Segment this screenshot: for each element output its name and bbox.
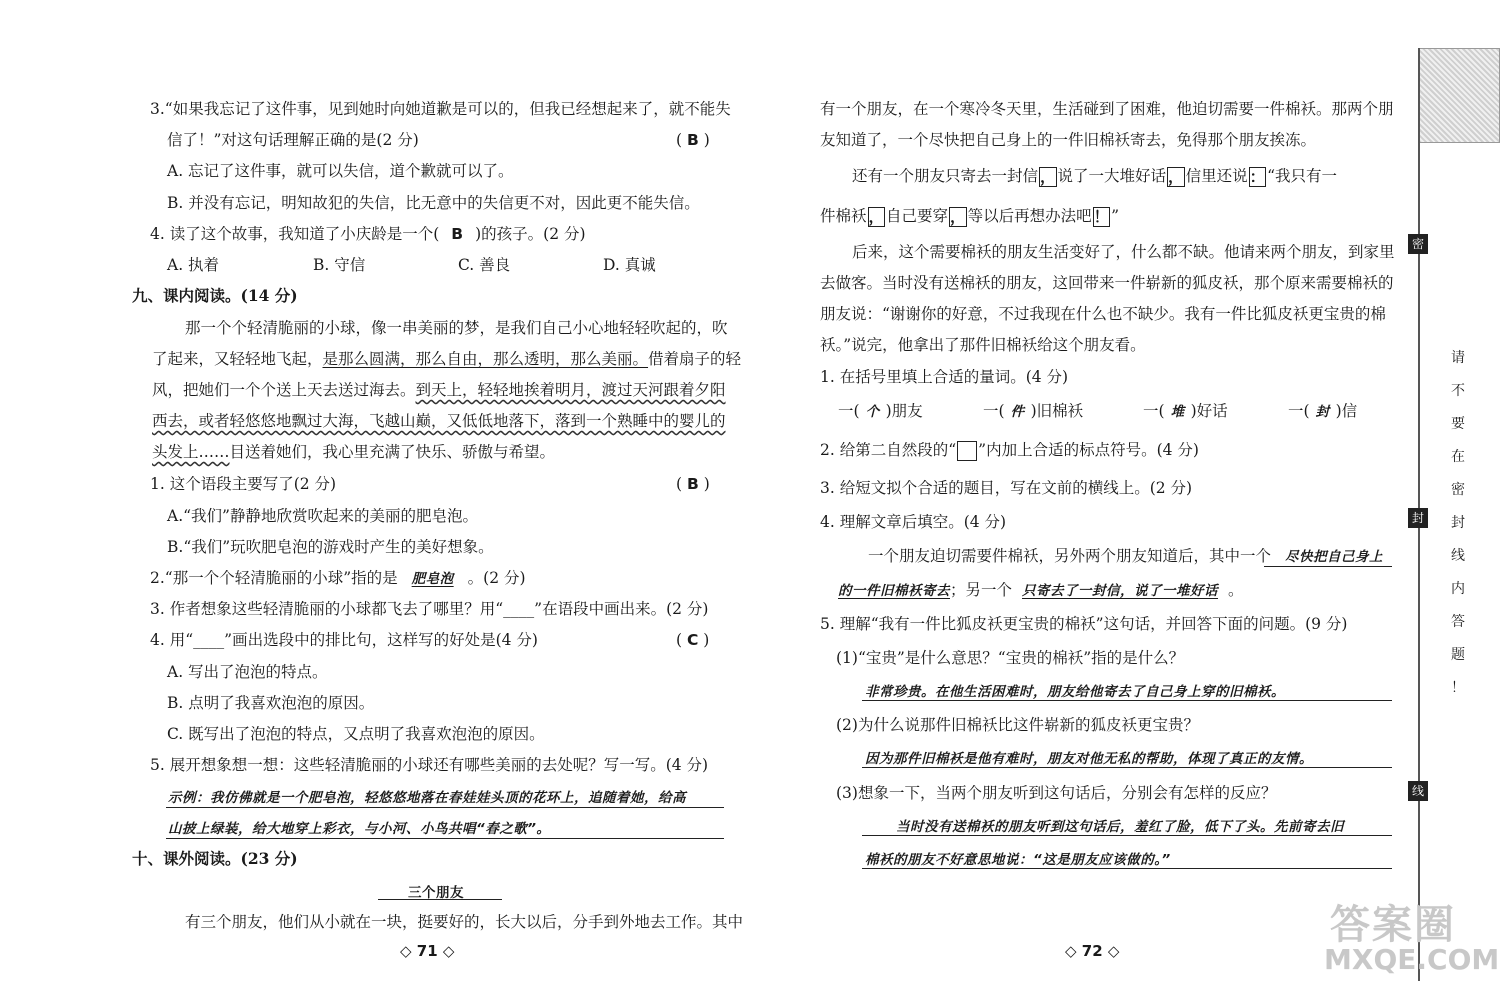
q5-sub3-answer2: 棉袄的朋友不好意思地说：“这是朋友应该做的。”	[865, 852, 1171, 868]
r4-answer: C	[686, 631, 699, 649]
story-title-rule	[378, 899, 502, 900]
q4-fill-line1: 一个朋友迫切需要件棉袄，另外两个朋友知道后，其中一个 尽快把自己身上	[868, 547, 1384, 565]
q1-question: 1. 在括号里填上合适的量词。(4 分)	[820, 368, 1069, 386]
q3-answer-paren: ( B )	[676, 131, 710, 149]
watermark-logo: 答案圈	[1330, 902, 1456, 948]
q5-sub2-rule	[862, 767, 1392, 768]
r4-answer-paren: ( C )	[676, 631, 710, 649]
story-line9: 袄。”说完，他拿出了那件旧棉袄给这个朋友看。	[820, 336, 1146, 354]
q4-option-a: A. 执着	[167, 256, 220, 274]
r5-question: 5. 展开想象想一想：这些轻清脆丽的小球还有哪些美丽的去处呢？写一写。(4 分)	[150, 756, 709, 774]
passage-line4: 西去，或者轻悠悠地飘过大海，飞越山巅，又低低地落下，落到一个熟睡中的婴儿的	[152, 412, 726, 430]
page-number-right: ◇ 72 ◇	[1065, 942, 1120, 960]
watermark	[1322, 893, 1500, 981]
q4-option-c: C. 善良	[458, 256, 511, 274]
q3-line1: 3.“如果我忘记了这件事，见到她时向她道歉是可以的，但我已经想起来了，就不能失	[150, 100, 731, 118]
q1-item-3: 一( 堆 )好话	[1143, 402, 1228, 420]
passage-line2: 了起来，又轻轻地飞起，是那么圆满，那么自由，那么透明，那么美丽。借着扇子的轻	[152, 350, 742, 368]
section-9-heading: 九、课内阅读。(14 分)	[132, 286, 298, 305]
q3-option-b: B. 并没有忘记，明知故犯的失信，比无意中的失信更不对，因此更不能失信。	[167, 194, 700, 212]
story-line8: 朋友说：“谢谢你的好意，不过我现在什么也不缺少。我有一件比狐皮袄更宝贵的棉	[820, 305, 1386, 323]
tag-xian: 线	[1408, 781, 1428, 801]
q4-option-d: D. 真诚	[603, 256, 656, 274]
r5-answer-line2: 山披上绿装，给大地穿上彩衣，与小河、小鸟共唱“春之歌”。	[168, 821, 551, 837]
q4-option-b: B. 守信	[313, 256, 366, 274]
r4-option-a: A. 写出了泡泡的特点。	[167, 663, 328, 681]
q4-question-right: 4. 理解文章后填空。(4 分)	[820, 513, 1007, 531]
story-title: 三个朋友	[408, 885, 464, 901]
story-line5: 件棉袄 ， 自己要穿 ， 等以后再想办法吧 ！ ”	[820, 207, 1120, 226]
q5-question: 5. 理解“我有一件比狐皮袄更宝贵的棉袄”这句话，并回答下面的问题。(9 分)	[820, 615, 1348, 633]
q5-sub2-answer: 因为那件旧棉袄是他有难时，朋友对他无私的帮助，体现了真正的友情。	[865, 751, 1313, 767]
q5-sub3-rule1	[862, 835, 1392, 836]
page-number-left: ◇ 71 ◇	[400, 942, 455, 960]
q1-item-4: 一( 封 )信	[1288, 402, 1358, 420]
q3-line2: 信了！”对这句话理解正确的是(2 分)	[167, 131, 419, 149]
story-line3: 友知道了，一个尽快把自己身上的一件旧棉袄寄去，免得那个朋友挨冻。	[820, 131, 1317, 149]
r2-question: 2.“那一个个轻清脆丽的小球”指的是 肥皂泡 。(2 分)	[150, 569, 526, 587]
r4-option-b: B. 点明了我喜欢泡泡的原因。	[167, 694, 375, 712]
r1-option-b: B.“我们”玩吹肥皂泡的游戏时产生的美好想象。	[167, 538, 494, 556]
r1-question: 1. 这个语段主要写了(2 分)	[150, 475, 337, 493]
r1-option-a: A.“我们”静静地欣赏吹起来的美丽的肥皂泡。	[167, 507, 478, 525]
r1-answer-paren: ( B )	[676, 475, 710, 493]
r5-answer-rule2	[166, 838, 724, 839]
r4-option-c: C. 既写出了泡泡的特点，又点明了我喜欢泡泡的原因。	[167, 725, 545, 743]
tag-feng: 封	[1408, 508, 1428, 528]
q5-sub1-rule	[862, 700, 1392, 701]
passage-line5: 头发上……目送着她们，我心里充满了快乐、骄傲与希望。	[152, 443, 556, 461]
r2-answer: 肥皂泡	[411, 571, 454, 587]
r5-answer-line1: 示例：我仿佛就是一个肥皂泡，轻悠悠地落在春娃娃头顶的花环上，追随着她，给高	[168, 790, 686, 806]
q1-item-2: 一( 件 )旧棉袄	[983, 402, 1084, 420]
q5-sub3-rule2	[862, 868, 1392, 869]
story-line7: 去做客。当时没有送棉袄的朋友，这回带来一件崭新的狐皮袄，那个原来需要棉袄的	[820, 274, 1394, 292]
passage-line1: 那一个个轻清脆丽的小球，像一串美丽的梦，是我们自己小心地轻轻吹起的，吹	[185, 319, 728, 337]
story-line4: 还有一个朋友只寄去一封信 ， 说了一大堆好话 ， 信里还说 ： “我只有一	[852, 167, 1338, 186]
q5-sub2: (2)为什么说那件旧棉袄比这件崭新的狐皮袄更宝贵？	[836, 716, 1199, 734]
q5-sub3: (3)想象一下，当两个朋友听到这句话后，分别会有怎样的反应？	[836, 784, 1277, 802]
q3-option-a: A. 忘记了这件事，就可以失信，道个歉就可以了。	[167, 162, 514, 180]
vertical-notice: 请 不 要 在 密 封 线 内 答 题 ！	[1451, 350, 1465, 696]
story-line2: 有一个朋友，在一个寒冷冬天里，生活碰到了困难，他迫切需要一件棉袄。那两个朋	[820, 100, 1394, 118]
r5-answer-rule1	[166, 807, 724, 808]
r4-question: 4. 用“____”画出选段中的排比句，这样写的好处是(4 分)	[150, 631, 538, 649]
tag-mi: 密	[1408, 234, 1428, 254]
q3-question-right: 3. 给短文拟个合适的题目，写在文前的横线上。(2 分)	[820, 479, 1193, 497]
q1-item-1: 一( 个 )朋友	[838, 402, 923, 420]
passage-line3: 风，把她们一个个送上天去送过海去。到天上，轻轻地挨着明月，渡过天河跟着夕阳	[152, 381, 726, 399]
q4-answer: B	[451, 225, 464, 243]
section-10-heading: 十、课外阅读。(23 分)	[132, 849, 298, 868]
q5-sub1: (1)“宝贵”是什么意思？“宝贵的棉袄”指的是什么？	[836, 649, 1185, 667]
watermark-url: MXQE.COM	[1324, 943, 1500, 976]
pattern-block	[1418, 48, 1500, 143]
r3-question: 3. 作者想象这些轻清脆丽的小球都飞去了哪里？用“____”在语段中画出来。(2 分)	[150, 600, 709, 618]
q5-sub3-answer1: 当时没有送棉袄的朋友听到这句话后，羞红了脸，低下了头。先前寄去旧	[896, 819, 1344, 835]
q3-answer: B	[686, 131, 699, 149]
r1-answer: B	[686, 475, 699, 493]
q5-sub1-answer: 非常珍贵。在他生活困难时，朋友给他寄去了自己身上穿的旧棉袄。	[865, 684, 1285, 700]
q4-fill-rule1	[1264, 566, 1392, 567]
story-line1: 有三个朋友，他们从小就在一块，挺要好的，长大以后，分手到外地去工作。其中	[185, 913, 744, 931]
q4-question: 4. 读了这个故事，我知道了小庆龄是一个( B )的孩子。(2 分)	[150, 225, 586, 243]
story-line6: 后来，这个需要棉袄的朋友生活变好了，什么都不缺。他请来两个朋友，到家里	[852, 243, 1395, 261]
q2-question: 2. 给第二自然段的“ ”内加上合适的标点符号。(4 分)	[820, 441, 1199, 459]
q4-fill-line2: 的一件旧棉袄寄去；另一个 只寄去了一封信，说了一堆好话 。	[838, 581, 1244, 599]
